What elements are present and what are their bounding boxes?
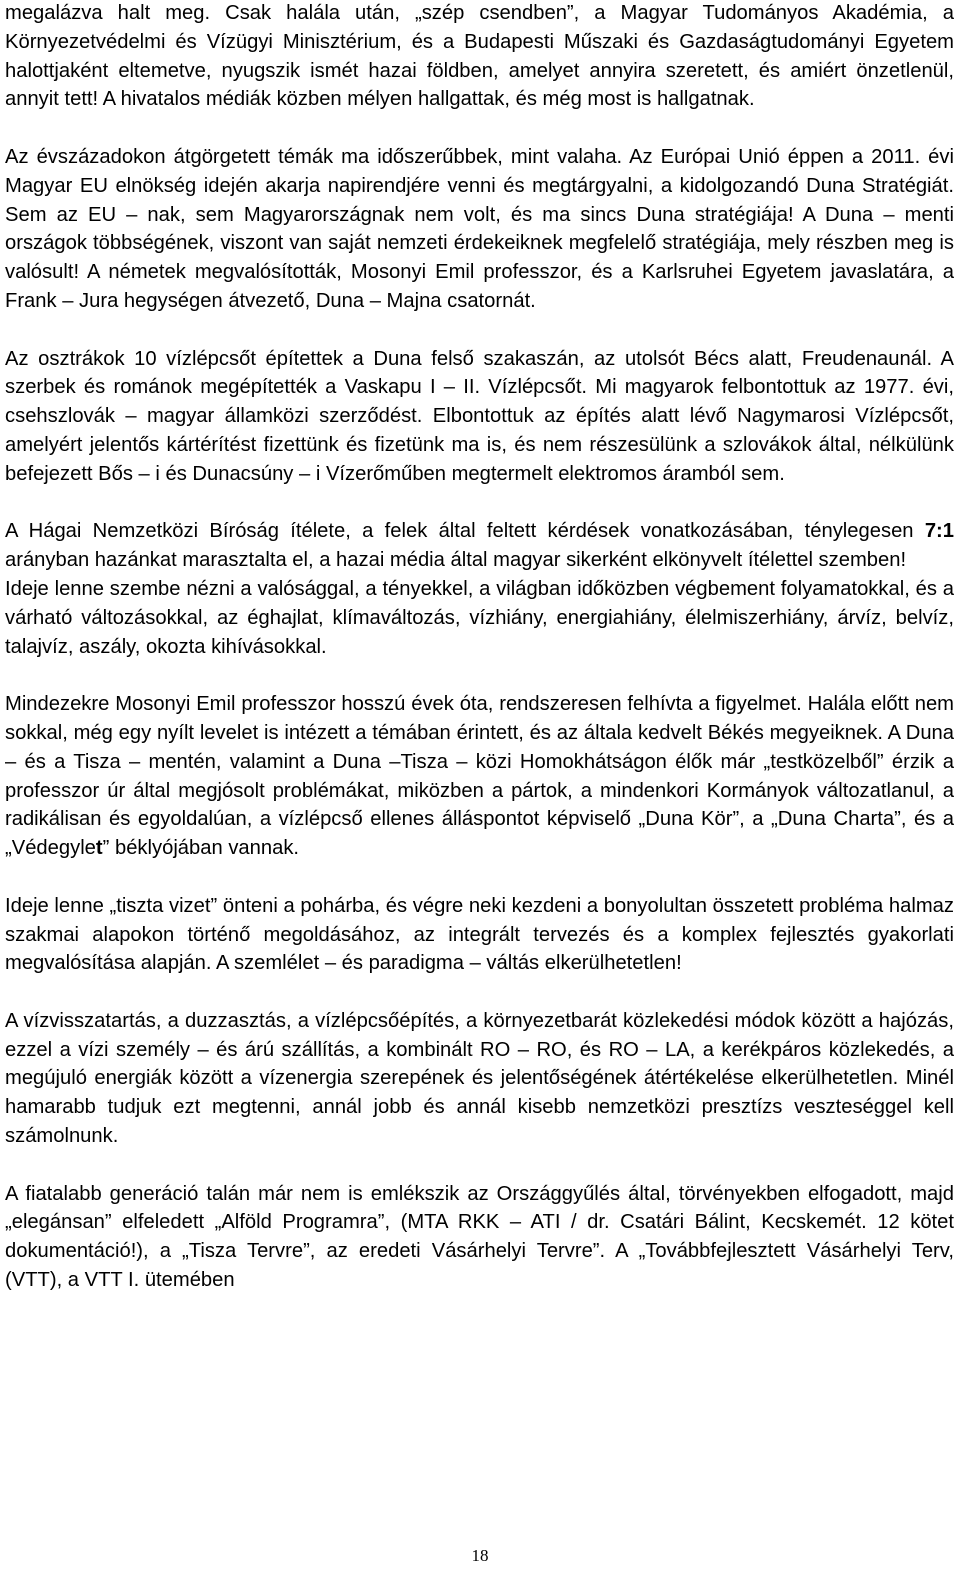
bold-ratio: 7:1 [924, 520, 954, 543]
bold-letter: t [95, 837, 103, 860]
paragraph [5, 690, 954, 863]
paragraph: A vízvisszatartás, a duzzasztás, a vízlépcsőépítés, a környezetbarát közlekedési módok között a hajózás, ezzel a vízi személy – és árú szállítás, a kombinált RO – RO, és RO – LA, a kerékpáros közlekedés, a megújuló energiák között a vízenergia szerepének és jelentőségének átértékelése elkerülhetetlen. Minél hamarabb tudjuk ezt megtenni, annál jobb és annál kisebb nemzetközi presztízs veszteséggel kell számolnunk. [5, 1009, 954, 1148]
text-run: arányban hazánkat marasztalta el, a hazai média által magyar sikerként elkönyvelt ítélettel szemben! [5, 549, 907, 572]
paragraph [5, 517, 954, 575]
paragraph: A fiatalabb generáció talán már nem is emlékszik az Országgyűlés által, törvényekben elfogadott, majd „elegánsan” elfeledett „Alföld Programra”, (MTA RKK – ATI / dr. Csatári Bálint, Kecskemét. 12 kötet dokumentáció!), a „Tisza Tervre”, az eredeti Vásárhelyi Tervre”. A „Továbbfejlesztett Vásárhelyi Terv, (VTT), a VTT I. ütemében [5, 1182, 954, 1292]
paragraph: Ideje lenne „tiszta vizet” önteni a pohárba, és végre neki kezdeni a bonyolultan összetett probléma halmaz szakmai alapokon történő megoldásához, az integrált tervezés és a komplex fejlesztés gyakorlati megvalósítása alapján. A szemlélet – és paradigma – váltás elkerülhetetlen! [5, 894, 954, 975]
text-run: ” béklyójában vannak. [102, 837, 300, 860]
paragraph: Az évszázadokon átgörgetett témák ma időszerűbbek, mint valaha. Az Európai Unió éppen a 2011. évi Magyar EU elnökség idején akarja napirendjére venni és megtárgyalni, a kidolgozandó Duna Stratégiát. Sem az EU – nak, sem Magyarországnak nem volt, és ma sincs Duna stratégiája! A Duna – menti országok többségének, viszont van saját nemzeti érdekeiknek megfelelő stratégiája, mely részben meg is valósult! A németek megvalósították, Mosonyi Emil professzor, és a Karlsruhei Egyetem javaslatára, a Frank – Jura hegységen átvezető, Duna – Majna csatornát. [5, 145, 954, 312]
document-page [5, 0, 954, 1295]
paragraph: Ideje lenne szembe nézni a valósággal, a tényekkel, a világban időközben végbement folyamatokkal, és a várható változásokkal, az éghajlat, klímaváltozás, vízhiány, energiahiány, élelmiszerhiány, árvíz, belvíz, talajvíz, aszály, okozta kihívásokkal. [5, 577, 954, 658]
text-run: A Hágai Nemzetközi Bíróság ítélete, a felek által feltett kérdések vonatkozásában, ténylegesen [5, 520, 925, 543]
paragraph: megalázva halt meg. Csak halála után, „szép csendben”, a Magyar Tudományos Akadémia, a Környezetvédelmi és Vízügyi Minisztérium, és a Budapesti Műszaki és Gazdaságtudományi Egyetem halottjaként eltemetve, nyugszik ismét hazai földben, amelyet annyira szeretett, és amiért önzetlenül, annyit tett! A hivatalos médiák közben mélyen hallgattak, és még most is hallgatnak. [5, 2, 954, 111]
paragraph: Az osztrákok 10 vízlépcsőt építettek a Duna felső szakaszán, az utolsót Bécs alatt, Freudenaunál. A szerbek és románok megépítették a Vaskapu I – II. Vízlépcsőt. Mi magyarok felbontottuk az 1977. évi, csehszlovák – magyar államközi szerződést. Elbontottuk az építés alatt lévő Nagymarosi Vízlépcsőt, amelyért jelentős kártérítést fizettünk és fizetünk ma is, és nem részesülünk a szlovákok által, nélkülünk befejezett Bős – i és Dunacsúny – i Vízerőműben megtermelt elektromos áramból sem. [5, 347, 954, 485]
text-run: Mindezekre Mosonyi Emil professzor hosszú évek óta, rendszeresen felhívta a figyelmet. Halála előtt nem sokkal, még egy nyílt levelet is intézett a témában érintett, és az általa kedvelt Békés megyeiknek. A Duna – és a Tisza – mentén, valamint a Duna –Tisza – közi Homokhátságon élők már „testközelből” érzik a professzor úr által megjósolt problémákat, miközben a pártok, a mindenkori Kormányok változatlanul, a radikálisan és egyoldalúan, a vízlépcső ellenes álláspontot képviselő „Duna Kör”, a „Duna Charta”, és a „Védegyle [5, 693, 954, 860]
page-number: 18 [471, 1546, 489, 1565]
